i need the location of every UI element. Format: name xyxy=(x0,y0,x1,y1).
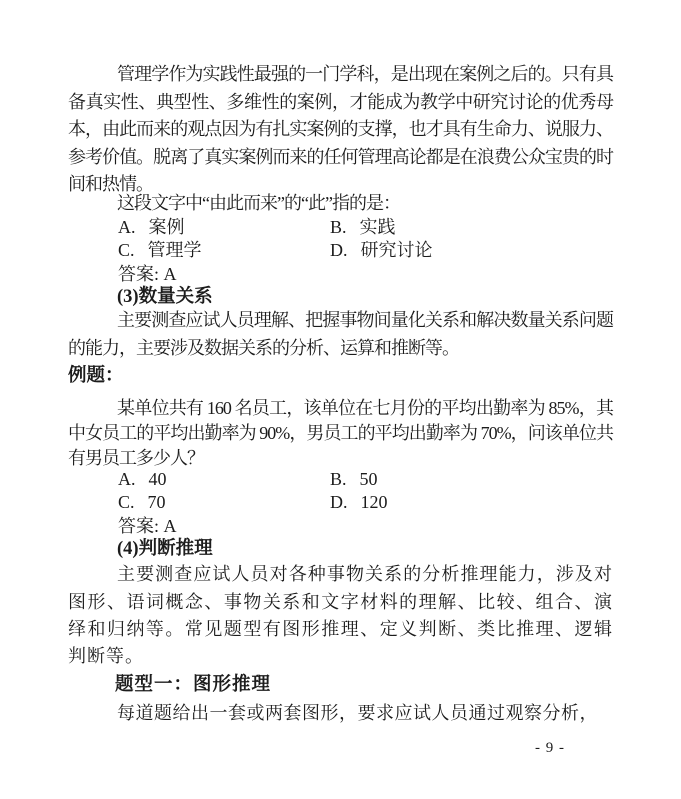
example-options-block xyxy=(68,468,613,539)
question-text: 这段文字中“由此而来”的“此”指的是： xyxy=(117,192,400,213)
options-row-cd xyxy=(68,239,613,263)
option-c xyxy=(118,491,330,515)
option-a xyxy=(118,216,330,240)
option-text: 120 xyxy=(360,492,388,513)
section-desc-quantitative: 主要测查应试人员理解、把握事物间量化关系和解决数量关系问题的能力，主要涉及数据关系的分析、运算和推断等。 xyxy=(68,310,613,358)
option-label: C. xyxy=(118,492,135,513)
question-block-1 xyxy=(68,192,613,286)
answer-line: 答案: A xyxy=(118,515,177,536)
option-text: 50 xyxy=(359,468,378,489)
option-text: 研究讨论 xyxy=(360,240,433,261)
option-text: 40 xyxy=(148,468,167,489)
example-label: 例题： xyxy=(68,365,124,386)
intro-paragraph: 管理学作为实践性最强的一门学科，是出现在案例之后的。只有具备真实性、典型性、多维性的案例，才能成为教学中研究讨论的优秀母本，由此而来的观点因为有扎实案例的支撑，也才具有生命力、说服力、参考价值。脱离了真实案例而来的任何管理高论都是在浪费公众宝贵的时间和热情。 xyxy=(68,64,613,195)
section-desc-judgment: 主要测查应试人员对各种事物关系的分析推理能力，涉及对图形、语词概念、事物关系和文字材料的理解、比较、组合、演绎和归纳等。常见题型有图形推理、定义判断、类比推理、逻辑判断等。 xyxy=(68,564,613,667)
option-a xyxy=(118,468,330,492)
section-heading-judgment: (4)判断推理 xyxy=(117,539,213,560)
page-content xyxy=(68,52,613,727)
options-row-ab xyxy=(68,468,613,492)
option-text: 管理学 xyxy=(147,240,202,261)
option-c xyxy=(118,239,330,263)
option-label: B. xyxy=(330,216,347,237)
option-text: 案例 xyxy=(148,216,185,237)
option-label: A. xyxy=(118,216,136,237)
option-d xyxy=(330,491,388,515)
option-b xyxy=(330,468,378,492)
subtype-heading-figure-reasoning: 题型一：图形推理 xyxy=(115,674,272,695)
option-text: 实践 xyxy=(359,216,396,237)
option-b xyxy=(330,216,396,240)
option-label: B. xyxy=(330,468,347,489)
answer-line: 答案: A xyxy=(118,263,177,284)
option-label: C. xyxy=(118,240,135,261)
options-row-cd xyxy=(68,491,613,515)
figure-reasoning-paragraph: 每道题给出一套或两套图形，要求应试人员通过观察分析， xyxy=(117,702,598,723)
option-text: 70 xyxy=(147,492,166,513)
example-question-text: 某单位共有 160 名员工，该单位在七月份的平均出勤率为 85%，其中女员工的平均出勤率为 90%，男员工的平均出勤率为 70%，问该单位共有男员工多少人？ xyxy=(68,397,613,469)
option-label: D. xyxy=(330,492,348,513)
page-number: - 9 - xyxy=(535,740,565,756)
option-label: D. xyxy=(330,240,348,261)
options-row-ab xyxy=(68,216,613,240)
section-heading-quantitative: (3)数量关系 xyxy=(117,287,213,308)
option-label: A. xyxy=(118,468,136,489)
option-d xyxy=(330,239,433,263)
